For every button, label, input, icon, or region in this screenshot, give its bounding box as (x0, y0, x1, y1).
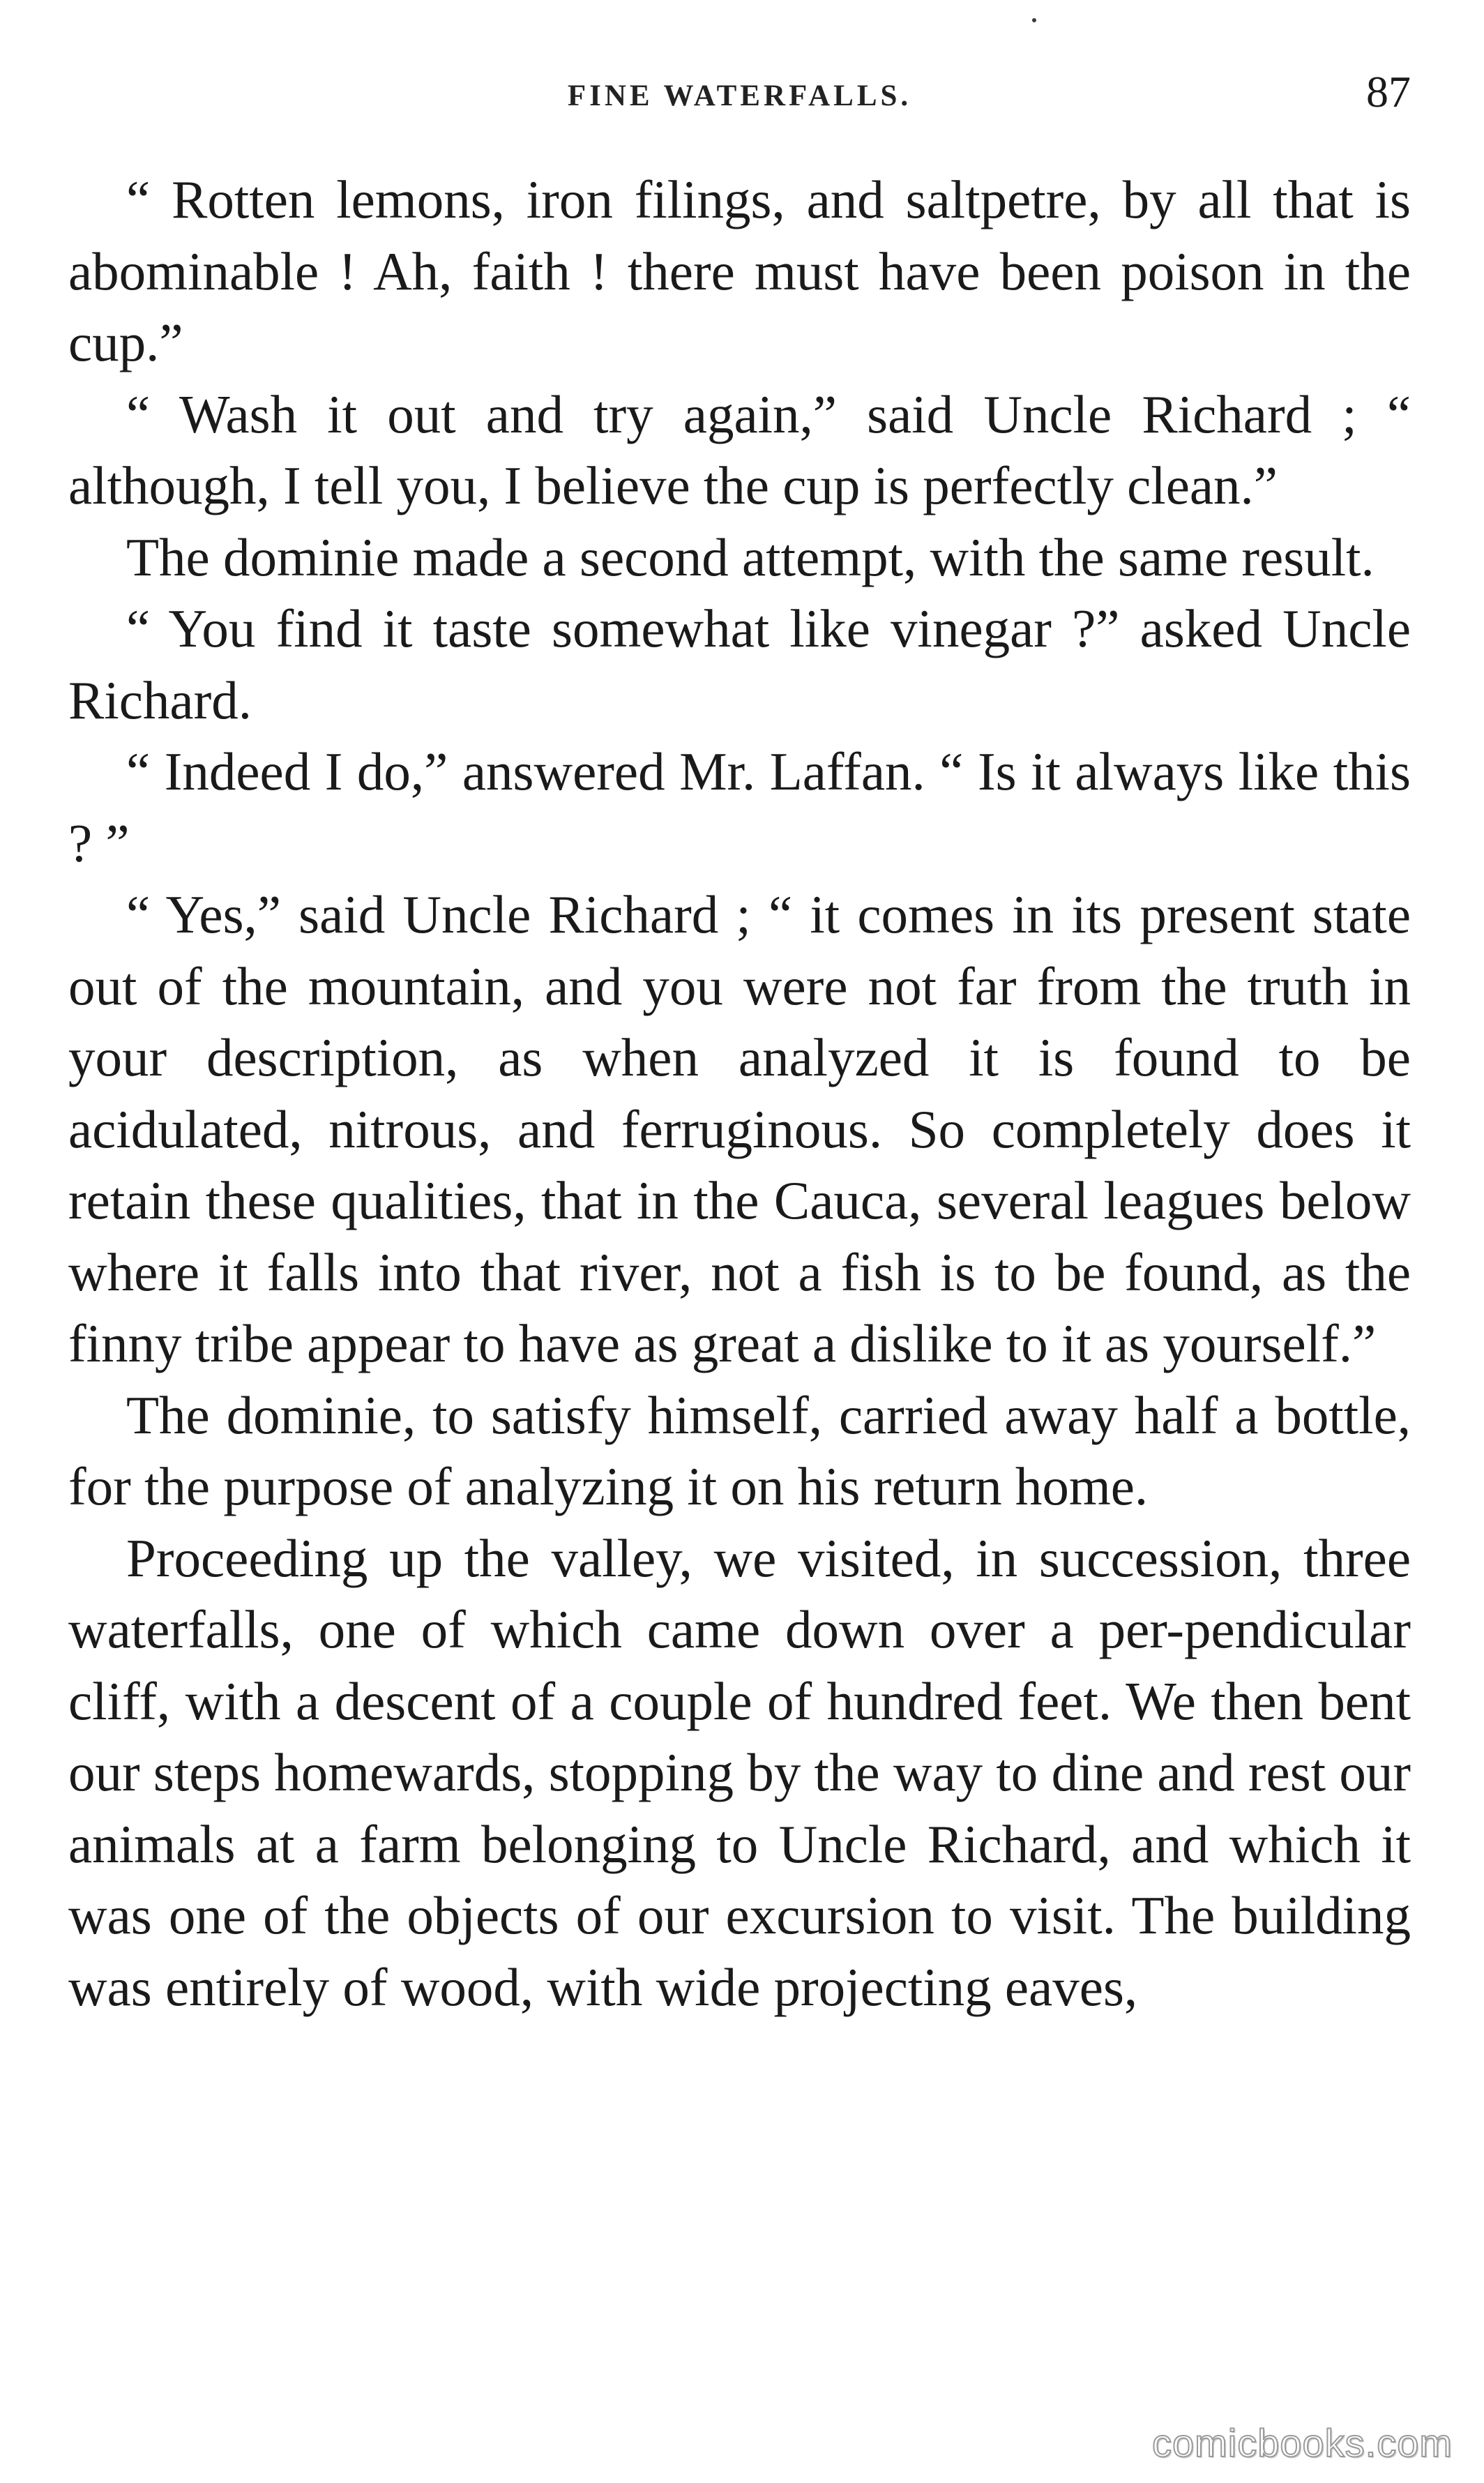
paragraph: “ Rotten lemons, iron filings, and saltpetre, by all that is abominable ! Ah, faith ! there must have been poison in the cup.” (68, 169, 1411, 372)
watermark: comicbooks.com (1151, 2421, 1453, 2465)
ink-speck (1032, 18, 1036, 22)
paragraph: “ Yes,” said Uncle Richard ; “ it comes in its present state out of the mountain, and you were not far from the truth in your description, as when analyzed it is found to be acidulated, nitrous, and ferruginous. So completely does it retain these qualities, that in the Cauca, several leagues below where it falls into that river, not a fish is to be found, as the finny tribe appear to have as great a dislike to it as yourself.” (68, 884, 1411, 1373)
running-title: FINE WATERFALLS. (567, 80, 912, 112)
paragraph: The dominie, to satisfy himself, carried away half a bottle, for the purpose of analyzing it on his return home. (68, 1384, 1411, 1516)
body-text (68, 164, 1411, 2023)
page-number: 87 (1366, 67, 1411, 116)
running-head (68, 66, 1411, 129)
paragraph: “ Wash it out and try again,” said Uncle Richard ; “ although, I tell you, I believe the cup is perfectly clean.” (68, 384, 1411, 515)
paragraph: Proceeding up the valley, we visited, in succession, three waterfalls, one of which came down over a per-pendicular cliff, with a descent of a couple of hundred feet. We then bent our steps homewards, stopping by the way to dine and rest our animals at a farm belonging to Uncle Richard, and which it was one of the objects of our excursion to visit. The building was entirely of wood, with wide projecting eaves, (68, 1527, 1411, 2017)
paragraph: “ You find it taste somewhat like vinegar ?” asked Uncle Richard. (68, 598, 1411, 730)
paragraph: The dominie made a second attempt, with the same result. (126, 527, 1375, 587)
paragraph: “ Indeed I do,” answered Mr. Laffan. “ Is it always like this ? ” (68, 741, 1411, 873)
